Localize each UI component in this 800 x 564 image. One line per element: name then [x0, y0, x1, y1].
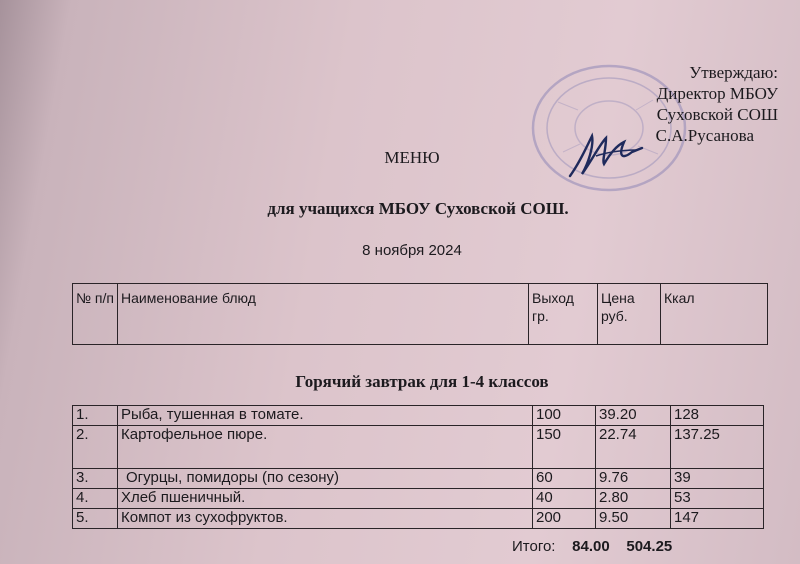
- cell-name: Рыба, тушенная в томате.: [118, 406, 533, 426]
- approval-block: [608, 62, 778, 146]
- director-name: С.А.Русанова: [655, 126, 754, 145]
- cell-price: 22.74: [596, 426, 671, 469]
- col-kcal-header: Ккал: [661, 284, 768, 345]
- cell-kcal: 39: [671, 469, 764, 489]
- col-yield-header: Выход гр.: [529, 284, 598, 345]
- menu-table: [72, 405, 764, 529]
- cell-num: 5.: [73, 509, 118, 529]
- col-price-header: Цена руб.: [598, 284, 661, 345]
- col-num-header: № п/п: [73, 284, 118, 345]
- cell-name: Компот из сухофруктов.: [118, 509, 533, 529]
- header-row: [73, 284, 768, 345]
- cell-price: 9.76: [596, 469, 671, 489]
- approval-line: Утверждаю:: [689, 63, 778, 82]
- menu-date: 8 ноября 2024: [362, 242, 462, 259]
- column-header-table: [72, 283, 768, 345]
- col-name-header: Наименование блюд: [118, 284, 529, 345]
- cell-yield: 200: [533, 509, 596, 529]
- cell-num: 3.: [73, 469, 118, 489]
- cell-price: 2.80: [596, 489, 671, 509]
- cell-price: 9.50: [596, 509, 671, 529]
- cell-kcal: 147: [671, 509, 764, 529]
- cell-yield: 100: [533, 406, 596, 426]
- table-row: [73, 406, 764, 426]
- menu-title: МЕНЮ: [384, 148, 440, 167]
- total-line: [512, 538, 672, 555]
- approval-line: Суховской СОШ: [656, 105, 778, 124]
- total-label: Итого:: [512, 538, 556, 555]
- total-kcal: 504.25: [626, 538, 673, 555]
- cell-kcal: 137.25: [671, 426, 764, 469]
- cell-num: 1.: [73, 406, 118, 426]
- approval-line: Директор МБОУ: [656, 84, 778, 103]
- menu-subtitle: для учащихся МБОУ Суховской СОШ.: [267, 199, 569, 218]
- cell-yield: 150: [533, 426, 596, 469]
- cell-num: 2.: [73, 426, 118, 469]
- cell-kcal: 128: [671, 406, 764, 426]
- cell-num: 4.: [73, 489, 118, 509]
- cell-yield: 40: [533, 489, 596, 509]
- cell-price: 39.20: [596, 406, 671, 426]
- cell-name: Картофельное пюре.: [118, 426, 533, 469]
- table-row: [73, 489, 764, 509]
- cell-name: Огурцы, помидоры (по сезону): [118, 469, 533, 489]
- total-price: 84.00: [572, 538, 610, 555]
- cell-name: Хлеб пшеничный.: [118, 489, 533, 509]
- cell-yield: 60: [533, 469, 596, 489]
- table-row: [73, 426, 764, 469]
- table-row: [73, 509, 764, 529]
- cell-kcal: 53: [671, 489, 764, 509]
- table-row: [73, 469, 764, 489]
- section-title: Горячий завтрак для 1-4 классов: [295, 372, 549, 391]
